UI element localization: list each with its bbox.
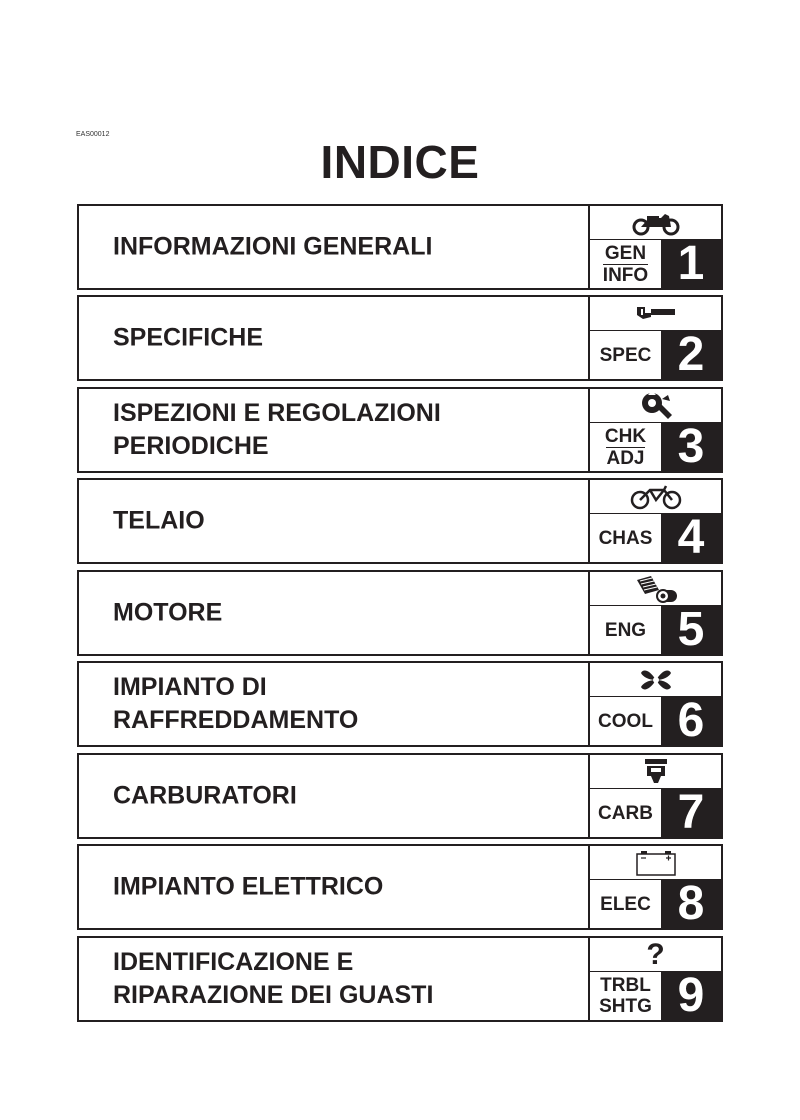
section-abbreviation: COOL [598,710,653,732]
section-number: 5 [661,606,721,654]
section-row-3 [77,387,723,471]
section-row-6 [77,661,723,745]
section-row-8 [77,844,723,928]
section-abbreviation: ENG [604,619,647,641]
motorcycle-icon [631,210,681,236]
section-tab-general-info[interactable] [588,204,723,290]
section-link-general-info[interactable] [77,204,592,290]
section-link-periodic-inspections[interactable] [77,387,592,473]
section-label: IDENTIFICAZIONE E RIPARAZIONE DEI GUASTI [113,948,434,1009]
section-abbreviation: CARB [598,802,653,824]
section-label: ISPEZIONI E REGOLAZIONI PERIODICHE [113,399,441,460]
section-number: 2 [661,331,721,379]
caliper-icon [633,303,679,325]
section-number: 3 [661,423,721,471]
section-label: IMPIANTO ELETTRICO [113,872,384,901]
section-link-chassis[interactable] [77,478,592,564]
section-link-electrical-system[interactable] [77,844,592,930]
chassis-icon [628,484,684,510]
section-row-9 [77,936,723,1020]
section-link-cooling-system[interactable] [77,661,592,747]
section-row-2 [77,295,723,379]
section-number: 8 [661,880,721,928]
section-label: SPECIFICHE [113,323,264,352]
section-number: 9 [661,972,721,1020]
section-tab-troubleshooting[interactable] [588,936,723,1022]
section-link-specifications[interactable] [77,295,592,381]
section-abbreviation: CHK ADJ [604,425,647,469]
section-tab-electrical-system[interactable] [588,844,723,930]
fan-icon [639,665,673,695]
section-number: 6 [661,697,721,745]
section-abbreviation: SPEC [599,344,652,366]
section-label: TELAIO [113,506,205,535]
question-icon: ? [646,937,665,971]
section-row-4 [77,478,723,562]
section-number: 7 [661,789,721,837]
carburetor-icon [641,757,671,787]
section-abbreviation: GEN INFO [602,242,649,286]
section-link-carburetors[interactable] [77,753,592,839]
wrench-icon [638,391,674,421]
page-title: INDICE [320,136,480,188]
section-tab-chassis[interactable] [588,478,723,564]
section-number: 1 [661,240,721,288]
battery-icon [633,849,679,877]
section-tab-carburetors[interactable] [588,753,723,839]
section-row-1 [77,204,723,288]
section-link-troubleshooting[interactable] [77,936,592,1022]
engine-icon [631,574,681,604]
section-abbreviation: TRBL SHTG [599,975,652,1017]
section-abbreviation: CHAS [598,527,653,549]
section-row-7 [77,753,723,837]
section-row-5 [77,570,723,654]
section-link-engine[interactable] [77,570,592,656]
section-label: MOTORE [113,598,223,627]
section-tab-specifications[interactable] [588,295,723,381]
section-tab-engine[interactable] [588,570,723,656]
section-abbreviation: ELEC [600,893,651,915]
section-label: INFORMAZIONI GENERALI [113,232,433,261]
section-tab-periodic-inspections[interactable] [588,387,723,473]
section-label: CARBURATORI [113,781,297,810]
section-tab-cooling-system[interactable] [588,661,723,747]
section-label: IMPIANTO DI RAFFREDDAMENTO [113,673,359,734]
section-number: 4 [661,514,721,562]
document-code: EAS00012 [76,131,110,138]
